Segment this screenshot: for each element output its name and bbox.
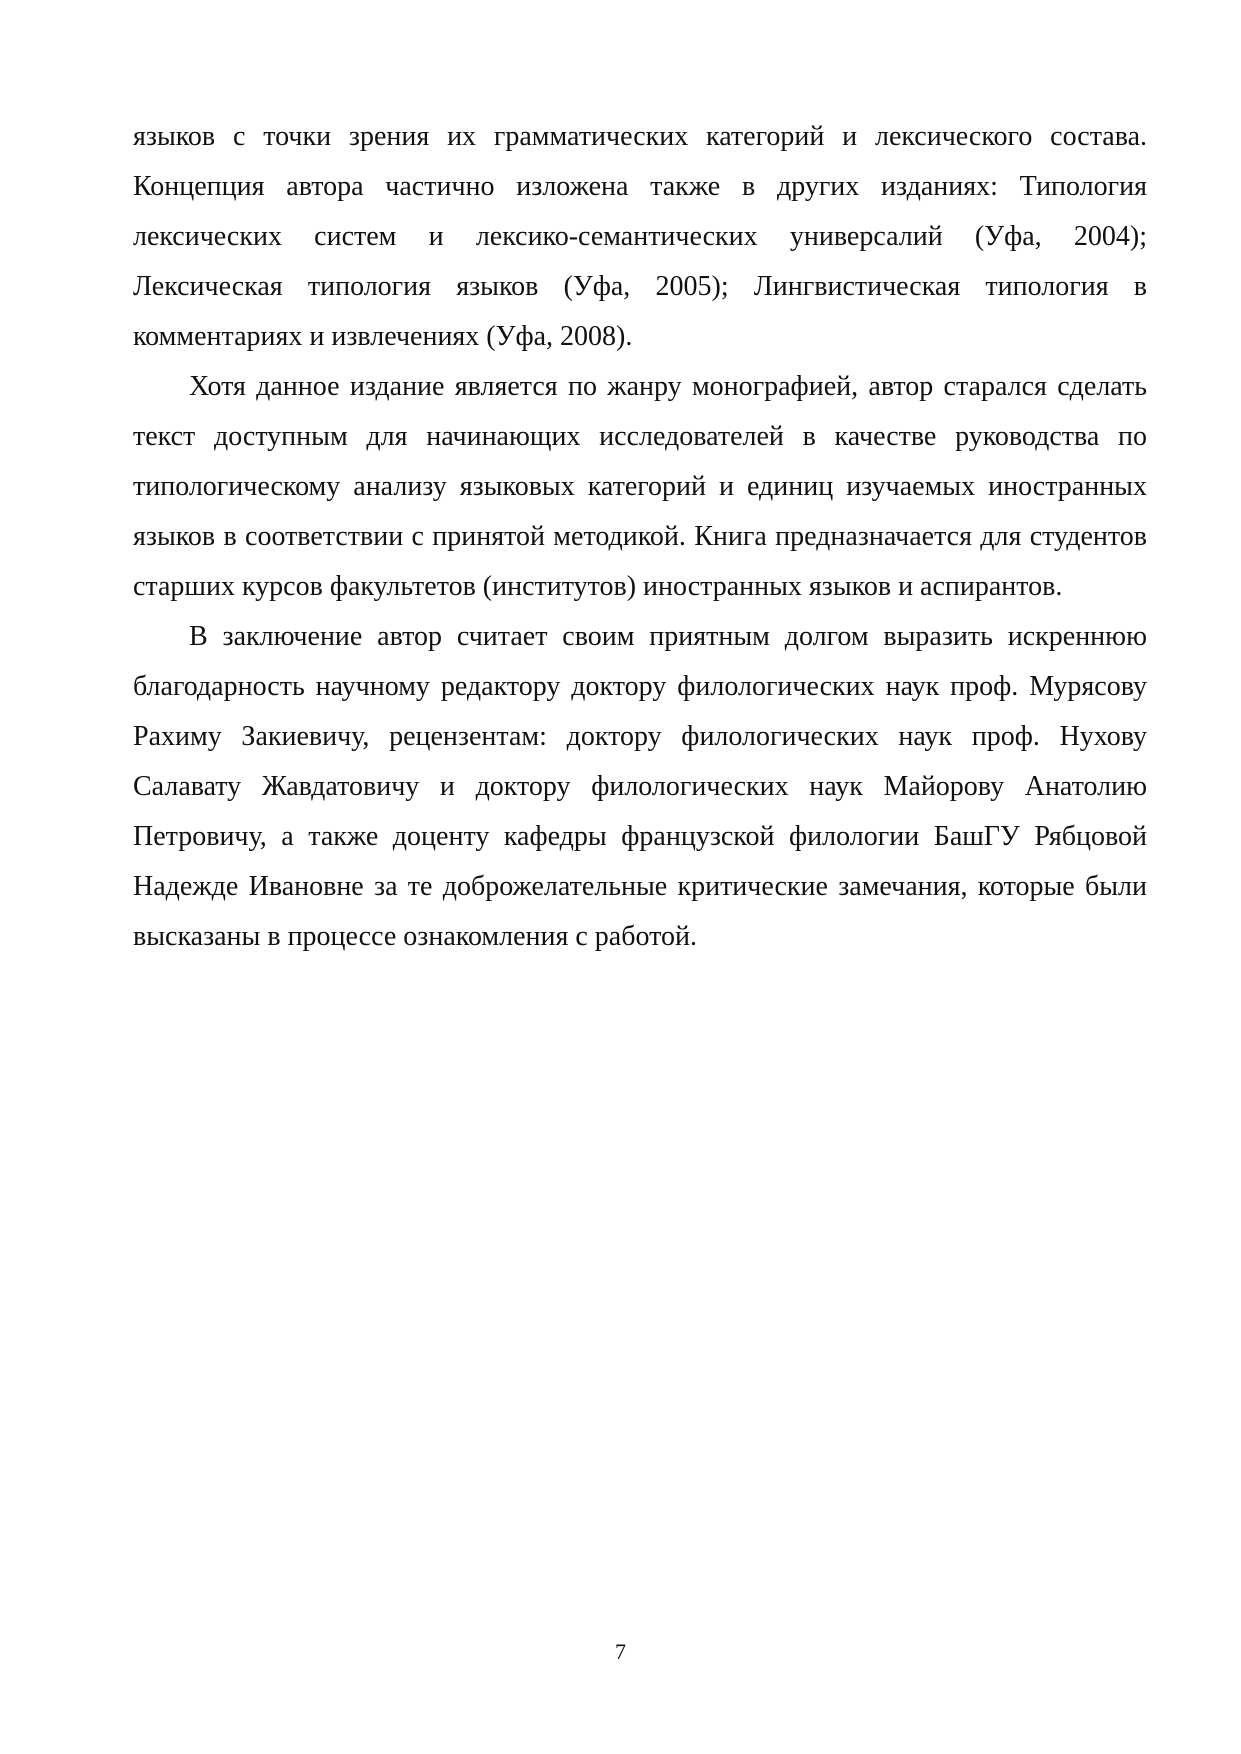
body-text — [133, 112, 1147, 962]
paragraph-continuation: языков с точки зрения их грамматических категорий и лексического состава. Концепция автора частично изложена также в других изданиях: Типология лексических систем и лексико-семантических универсалий (Уфа, 2004); Лексическая типология языков (Уфа, 2005); Лингвистическая типология в комментариях и извлечениях (Уфа, 2008). — [133, 121, 1147, 352]
paragraph-purpose: Хотя данное издание является по жанру монографией, автор старался сделать текст доступным для начинающих исследователей в качестве руководства по типологическому анализу языковых категорий и единиц изучаемых иностранных языков в соответствии с принятой методикой. Книга предназначается для студентов старших курсов факультетов (институтов) иностранных языков и аспирантов. — [133, 371, 1147, 602]
paragraph-acknowledgements: В заключение автор считает своим приятным долгом выразить искреннюю благодарность научному редактору доктору филологических наук проф. Мурясову Рахиму Закиевичу, рецензентам: доктору филологических наук проф. Нухову Салавату Жавдатовичу и доктору филологических наук Майорову Анатолию Петровичу, а также доценту кафедры французской филологии БашГУ Рябцовой Надежде Ивановне за те доброжелательные критические замечания, которые были высказаны в процессе ознакомления с работой. — [133, 621, 1147, 952]
page-number: 7 — [615, 1639, 626, 1664]
